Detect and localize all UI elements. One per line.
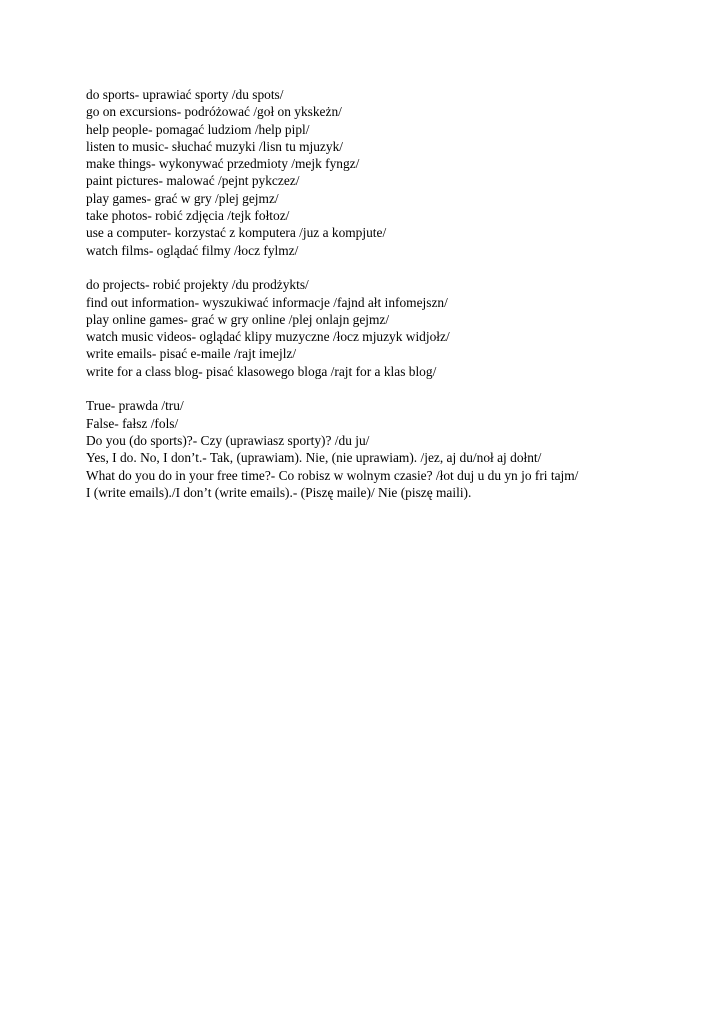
vocabulary-section-3 [86,397,706,501]
vocabulary-text [86,86,706,501]
vocabulary-section-1 [86,86,706,259]
text-line: use a computer- korzystać z komputera /juz a kompjute/ [86,225,387,241]
text-line: help people- pomagać ludziom /help pipl/ [86,121,310,137]
text-line: do sports- uprawiać sporty /du spots/ [86,87,284,102]
text-line: Do you (do sports)?- Czy (uprawiasz sporty)? /du ju/ [86,432,370,448]
text-line: What do you do in your free time?- Co robisz w wolnym czasie? /łot duj u du yn jo fri tajm/ [86,467,579,483]
text-line: False- fałsz /fols/ [86,415,179,431]
vocabulary-section-2 [86,276,706,380]
paragraph-gap [86,259,706,276]
text-line: write for a class blog- pisać klasowego bloga /rajt for a klas blog/ [86,363,437,379]
text-line: find out information- wyszukiwać informacje /fajnd ałt infomejszn/ [86,294,448,310]
text-line: play games- grać w gry /plej gejmz/ [86,190,279,206]
text-line: make things- wykonywać przedmioty /mejk fyngz/ [86,156,360,172]
text-line: True- prawda /tru/ [86,398,184,414]
text-line: play online games- grać w gry online /plej onlajn gejmz/ [86,311,390,327]
text-line: take photos- robić zdjęcia /tejk fołtoz/ [86,208,290,224]
text-line: listen to music- słuchać muzyki /lisn tu mjuzyk/ [86,138,343,154]
text-line: go on excursions- podróżować /goł on ykskeżn/ [86,104,342,120]
text-line: paint pictures- malować /pejnt pykczez/ [86,173,300,189]
paragraph-gap [86,380,706,397]
text-line: watch music videos- oglądać klipy muzyczne /łocz mjuzyk widjołz/ [86,329,450,345]
text-line: Yes, I do. No, I don’t.- Tak, (uprawiam). Nie, (nie uprawiam). /jez, aj du/noł aj dołnt/ [86,450,542,466]
text-line: write emails- pisać e-maile /rajt imejlz/ [86,346,297,362]
text-line: do projects- robić projekty /du prodżykts/ [86,277,309,293]
text-line: watch films- oglądać filmy /łocz fylmz/ [86,242,299,258]
text-line: I (write emails)./I don’t (write emails).- (Piszę maile)/ Nie (piszę maili). [86,484,472,500]
